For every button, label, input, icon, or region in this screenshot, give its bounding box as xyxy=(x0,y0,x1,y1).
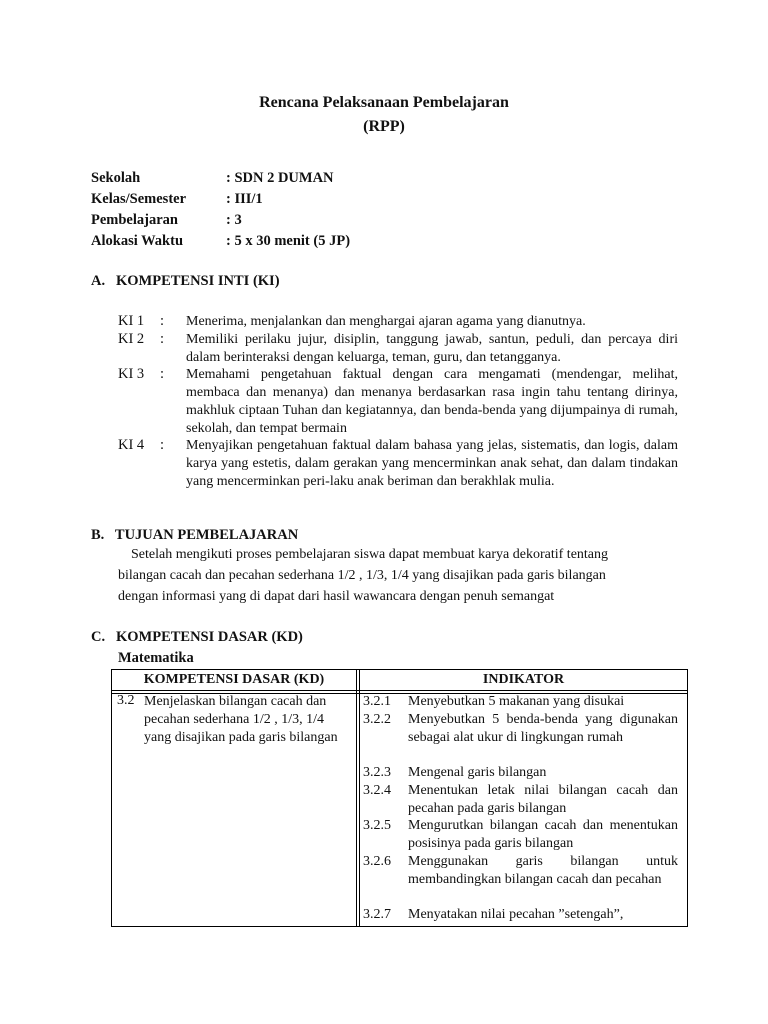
indicator-number: 3.2.2 xyxy=(363,712,391,727)
ki-colon: : xyxy=(160,313,165,329)
objective-line: dengan informasi yang di dapat dari hasil wawancara dengan penuh semangat xyxy=(118,589,555,604)
ki-text: Memahami pengetahuan faktual dengan cara mengamati (mendengar, melihat, membaca dan menanya) dan menanya berdasarkan rasa ingin tahu tentang dirinya, makhluk ciptaan Tuhan dan kegiatannya, dan benda-benda yang dijumpainya di rumah, sekolah, dan tempat bermain xyxy=(186,367,678,436)
indicator-number: 3.2.7 xyxy=(363,907,391,922)
ki-label: KI 2 xyxy=(118,331,145,347)
info-value-class: : III/1 xyxy=(226,191,263,207)
document-subtitle: (RPP) xyxy=(363,118,405,135)
section-b-heading: B. TUJUAN PEMBELAJARAN xyxy=(91,527,299,543)
indicator-text: Menentukan letak nilai bilangan cacah dan pecahan pada garis bilangan xyxy=(408,783,678,816)
table-header-kd: KOMPETENSI DASAR (KD) xyxy=(143,672,325,687)
kd-number: 3.2 xyxy=(117,693,135,708)
ki-colon: : xyxy=(160,331,165,347)
section-a-heading: A. KOMPETENSI INTI (KI) xyxy=(91,273,280,289)
indicator-number: 3.2.6 xyxy=(363,854,391,869)
ki-label: KI 1 xyxy=(118,313,145,329)
indicator-number: 3.2.1 xyxy=(363,694,391,709)
info-value-lesson: : 3 xyxy=(226,212,242,228)
indicator-text: Menggunakan garis bilangan untuk membandingkan bilangan cacah dan pecahan xyxy=(408,854,678,887)
section-c-heading: C. KOMPETENSI DASAR (KD) xyxy=(91,629,303,645)
objective-line: Setelah mengikuti proses pembelajaran siswa dapat membuat karya dekoratif tentang xyxy=(131,547,609,562)
ki-text: Menyajikan pengetahuan faktual dalam bahasa yang jelas, sistematis, dan logis, dalam karya yang estetis, dalam gerakan yang mencerminkan anak sehat, dan dalam tindakan yang mencerminkan peri-laku anak beriman dan berakhlak mulia. xyxy=(186,438,678,489)
objective-line: bilangan cacah dan pecahan sederhana 1/2 , 1/3, 1/4 yang disajikan pada garis bilangan xyxy=(118,568,606,583)
indicator-text: Mengenal garis bilangan xyxy=(408,765,547,780)
table-divider xyxy=(356,670,360,926)
indicator-text: Mengurutkan bilangan cacah dan menentukan posisinya pada garis bilangan xyxy=(408,818,678,851)
kd-text: Menjelaskan bilangan cacah dan pecahan sederhana 1/2 , 1/3, 1/4 yang disajikan pada garis bilangan xyxy=(144,694,338,745)
indicator-text: Menyebutkan 5 benda-benda yang digunakan sebagai alat ukur di lingkungan rumah xyxy=(408,712,678,745)
info-label-school: Sekolah xyxy=(91,170,141,186)
subject-label: Matematika xyxy=(118,650,194,666)
ki-text: Menerima, menjalankan dan menghargai ajaran agama yang dianutnya. xyxy=(186,314,586,329)
document-title: Rencana Pelaksanaan Pembelajaran xyxy=(259,94,509,111)
ki-colon: : xyxy=(160,366,165,382)
ki-label: KI 4 xyxy=(118,437,145,453)
indicator-number: 3.2.5 xyxy=(363,818,391,833)
info-label-lesson: Pembelajaran xyxy=(91,212,178,228)
ki-text: Memiliki perilaku jujur, disiplin, tanggung jawab, santun, peduli, dan percaya diri dalam berinteraksi dengan keluarga, teman, guru, dan tetangganya. xyxy=(186,332,678,365)
ki-colon: : xyxy=(160,437,165,453)
table-header-indicator: INDIKATOR xyxy=(482,672,565,687)
indicator-number: 3.2.4 xyxy=(363,783,391,798)
ki-label: KI 3 xyxy=(118,366,145,382)
indicator-text: Menyatakan nilai pecahan ”setengah”, xyxy=(408,907,624,922)
info-label-class: Kelas/Semester xyxy=(91,191,187,207)
info-label-time: Alokasi Waktu xyxy=(91,233,184,249)
indicator-text: Menyebutkan 5 makanan yang disukai xyxy=(408,694,625,709)
info-value-time: : 5 x 30 menit (5 JP) xyxy=(226,233,351,249)
indicator-number: 3.2.3 xyxy=(363,765,391,780)
info-value-school: : SDN 2 DUMAN xyxy=(226,170,334,186)
